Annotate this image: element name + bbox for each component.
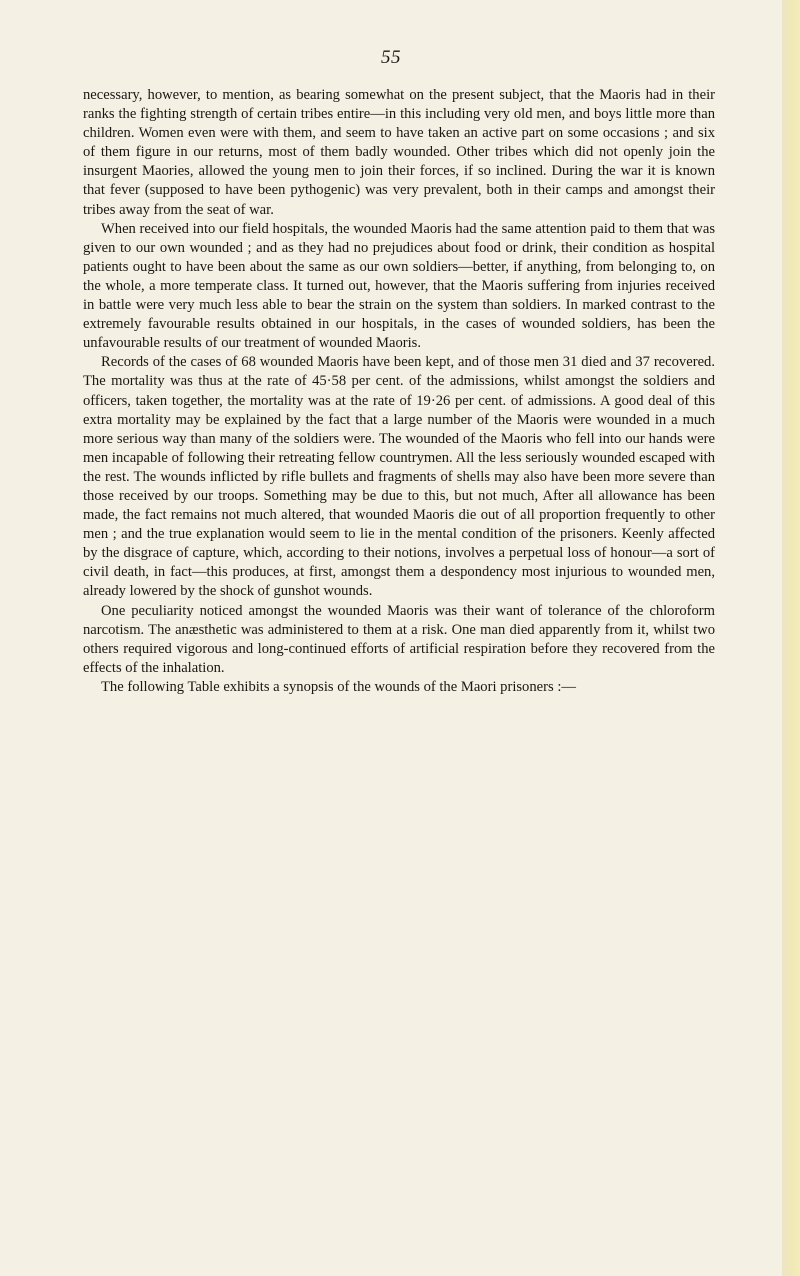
body-text [83, 86, 715, 697]
paragraph-5: The following Table exhibits a synopsis of the wounds of the Maori prisoners :— [101, 678, 576, 695]
paragraph-3: Records of the cases of 68 wounded Maoris have been kept, and of those men 31 died and 37 recovered. The mortality was thus at the rate of 45·58 per cent. of the admissions, whilst amongst the soldiers and officers, taken together, the mortality was at the rate of 19·26 per cent. of admissions. A good deal of this extra mortality may be explained by the fact that a large number of the Maoris were wounded in a much more serious way than many of the soldiers were. The wounded of the Maoris who fell into our hands were men incapable of following their retreating fellow countrymen. All the less seriously wounded escaped with the rest. The wounds inflicted by rifle bullets and fragments of shells may also have been more severe than those received by our troops. Something may be due to this, but not much, After all allowance has been made, the fact remains not much altered, that wounded Maoris die out of all proportion frequently to other men ; and the true explanation would seem to lie in the mental condition of the prisoners. Keenly affected by the disgrace of capture, which, according to their notions, involves a perpetual loss of honour—a sort of civil death, in fact—this produces, at first, amongst them a despondency most injurious to wounded men, already lowered by the shock of gunshot wounds. [83, 354, 715, 600]
paragraph-1: necessary, however, to mention, as bearing somewhat on the present subject, that the Maoris had in their ranks the fighting strength of certain tribes entire—in this including very old men, and boys little more than children. Women even were with them, and seem to have taken an active part on some occasions ; and six of them figure in our returns, most of them badly wounded. Other tribes which did not openly join the insurgent Maories, allowed the young men to join their forces, if so inclined. During the war it is known that fever (supposed to have been pythogenic) was very prevalent, both in their camps and amongst their tribes away from the seat of war. [83, 87, 715, 218]
paragraph-4: One peculiarity noticed amongst the wounded Maoris was their want of tolerance of the chloroform narcotism. The anæsthetic was administered to them at a risk. One man died apparently from it, whilst two others required vigorous and long-continued efforts of artificial respiration before they recovered from the effects of the inhalation. [83, 602, 715, 676]
page-number: 55 [381, 47, 401, 68]
page-edge [782, 0, 800, 1276]
paragraph-2: When received into our field hospitals, the wounded Maoris had the same attention paid to them that was given to our own wounded ; and as they had no prejudices about food or drink, their condition as hospital patients ought to have been about the same as our own soldiers—better, if anything, from belonging to, on the whole, a more temperate class. It turned out, however, that the Maoris suffering from injuries received in battle were very much less able to bear the strain on the system than soldiers. In marked contrast to the extremely favourable results obtained in our hospitals, in the cases of wounded soldiers, has been the unfavourable results of our treatment of wounded Maoris. [83, 220, 715, 352]
